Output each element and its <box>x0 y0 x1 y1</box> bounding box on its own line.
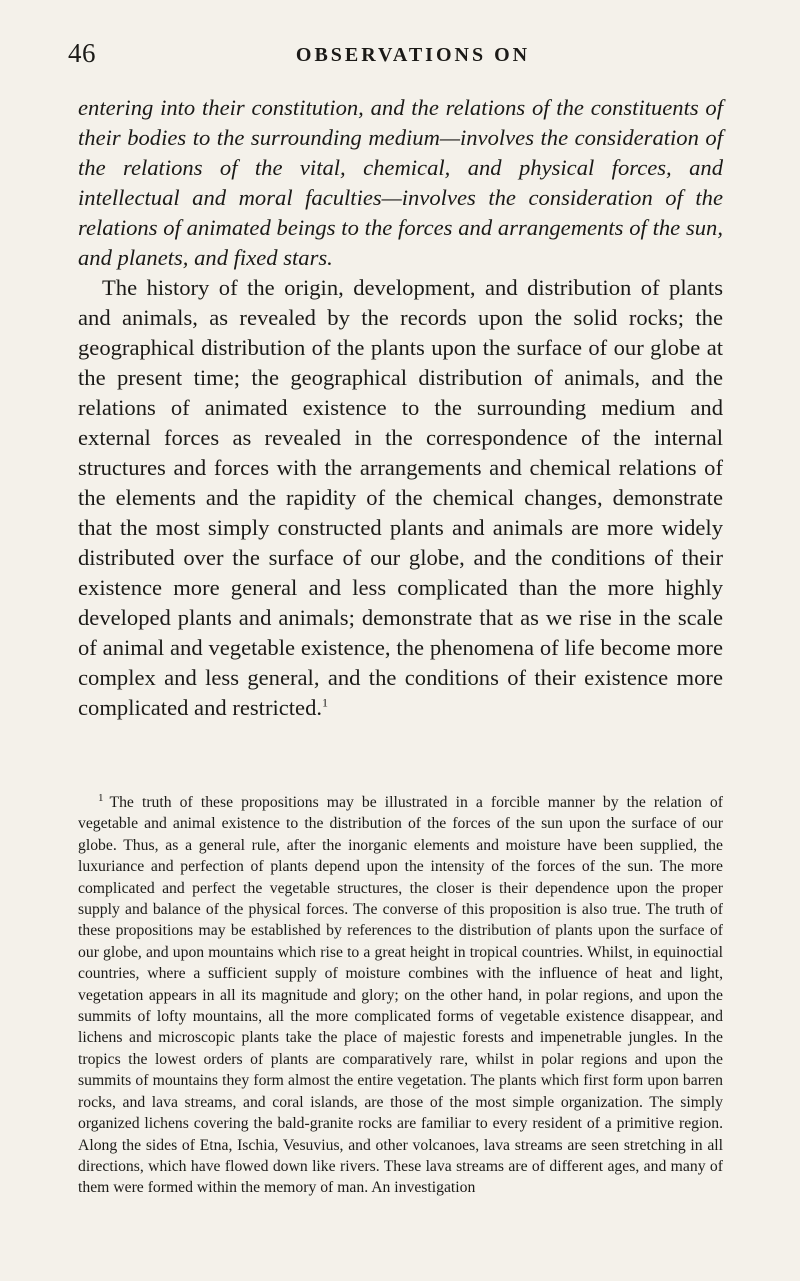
italic-paragraph: entering into their constitution, and the relations of the constituents of their bodies to the surrounding medium—involves the consideration of the relations of the vital, chemical, and physical forces, and intellectual and moral faculties—involves the consideration of the relations of animated beings to the forces and arrangements of the sun, and planets, and fixed stars. <box>78 95 723 270</box>
footnote-text: The truth of these propositions may be illustrated in a forcible manner by the relation of vegetable and animal existence to the distribution of the forces of the sun upon the surface of our globe. Thus, as a general rule, after the inorganic elements and moisture have been supplied, the luxuriance and perfection of plants depend upon the intensity of the forces of the sun. The more complicated and perfect the vegetable structures, the closer is their dependence upon the proper supply and balance of the physical forces. The converse of this proposition is also true. The truth of these propositions may be established by references to the distribution of plants upon the surface of our globe, and upon mountains which rise to a great height in tropical countries. Whilst, in equinoctial countries, where a sufficient supply of moisture combines with the influence of heat and light, vegetation appears in all its magnitude and glory; on the other hand, in polar regions, and upon the summits of lofty mountains, all the more complicated forms of vegetable existence disappear, and lichens and microscopic plants take the place of majestic forests and impenetrable jungles. In the tropics the lowest orders of plants are comparatively rare, whilst in polar regions and upon the summits of mountains they form almost the entire vegetation. The plants which first form upon barren rocks, and lava streams, and coral islands, are those of the most simple organization. The simply organized lichens covering the bald-granite rocks are familiar to every resident of a primitive region. Along the sides of Etna, Ischia, Vesuvius, and other volcanoes, lava streams are seen stretching in all directions, which have flowed down like rivers. These lava streams are of different ages, and many of them were formed within the memory of man. An investigation <box>78 794 723 1197</box>
main-paragraph <box>78 273 723 723</box>
page-number: 46 <box>68 38 96 68</box>
footnote-reference: 1 <box>322 695 329 710</box>
footnote-paragraph <box>78 792 723 1199</box>
main-paragraph-text: The history of the origin, development, and distribution of plants and animals, as revealed by the records upon the solid rocks; the geographical distribution of the plants upon the surface of our globe at the present time; the geographical distribution of animals, and the relations of animated existence to the surrounding medium and external forces as revealed in the correspondence of the internal structures and forces with the arrangements and chemical relations of the elements and the rapidity of the chemical changes, demonstrate that the most simply constructed plants and animals are more widely distributed over the surface of our globe, and the conditions of their existence more general and less complicated than the more highly developed plants and animals; demonstrate that as we rise in the scale of animal and vegetable existence, the phenomena of life become more complex and less general, and the conditions of their existence more complicated and restricted. <box>78 275 723 720</box>
main-text <box>78 93 723 723</box>
footnote <box>78 792 723 1199</box>
page-header <box>68 38 728 78</box>
running-head: OBSERVATIONS ON <box>295 44 531 66</box>
footnote-marker: 1 <box>98 791 104 804</box>
